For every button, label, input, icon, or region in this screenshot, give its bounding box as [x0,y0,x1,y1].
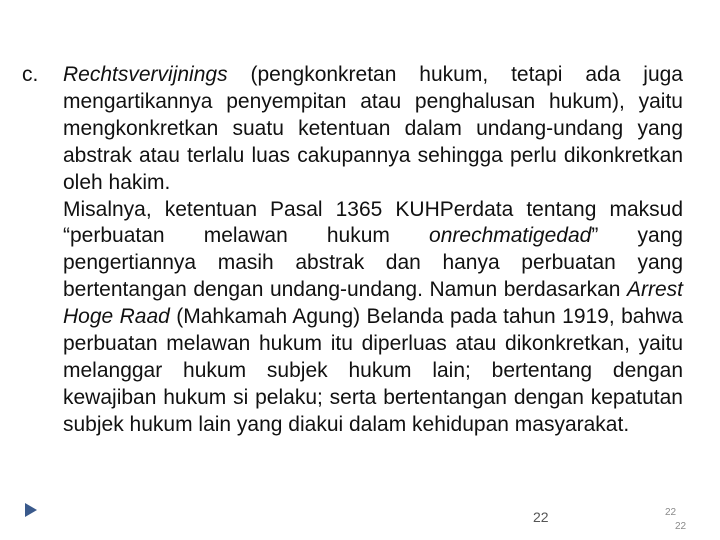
example-italic-2: Arrest Hoge Raad [63,278,683,329]
triangle-arrow-icon [24,502,38,518]
list-marker: c. [22,63,39,86]
term-italic: Rechtsvervijnings [63,63,228,86]
definition-paragraph [63,62,683,197]
definition-text: (pengkonkretan hukum, tetapi ada juga mengartikannya penyempitan atau penghalusan hukum), yaitu mengkonkretkan suatu ketentuan dalam undang-undang yang abstrak atau terlalu luas cakupannya sehingga perlu dikonkretkan oleh hakim. [63,63,683,194]
page-number: 22 [533,509,549,525]
example-paragraph [63,197,683,439]
example-text-2: ” yang pengertiannya masih abstrak dan hanya perbuatan yang bertentangan dengan undang-undang. Namun berdasarkan [63,224,683,302]
example-text-1: Misalnya, ketentuan Pasal 1365 KUHPerdata tentang maksud “perbuatan melawan hukum [63,197,683,248]
page-number-small: 22 [665,507,677,518]
page-number-small: 22 [675,521,687,532]
example-italic-1: onrechmatigedad [429,224,592,248]
body-text [63,62,683,439]
example-text-3: (Mahkamah Agung) Belanda pada tahun 1919, bahwa perbuatan melawan hukum itu diperluas atau dikonkretkan, yaitu melanggar hukum subjek hukum lain; bertentang dengan kewajiban hukum si pelaku; serta bertentangan dengan kepatutan subjek hukum lain yang diakui dalam kehidupan masyarakat. [63,305,684,436]
